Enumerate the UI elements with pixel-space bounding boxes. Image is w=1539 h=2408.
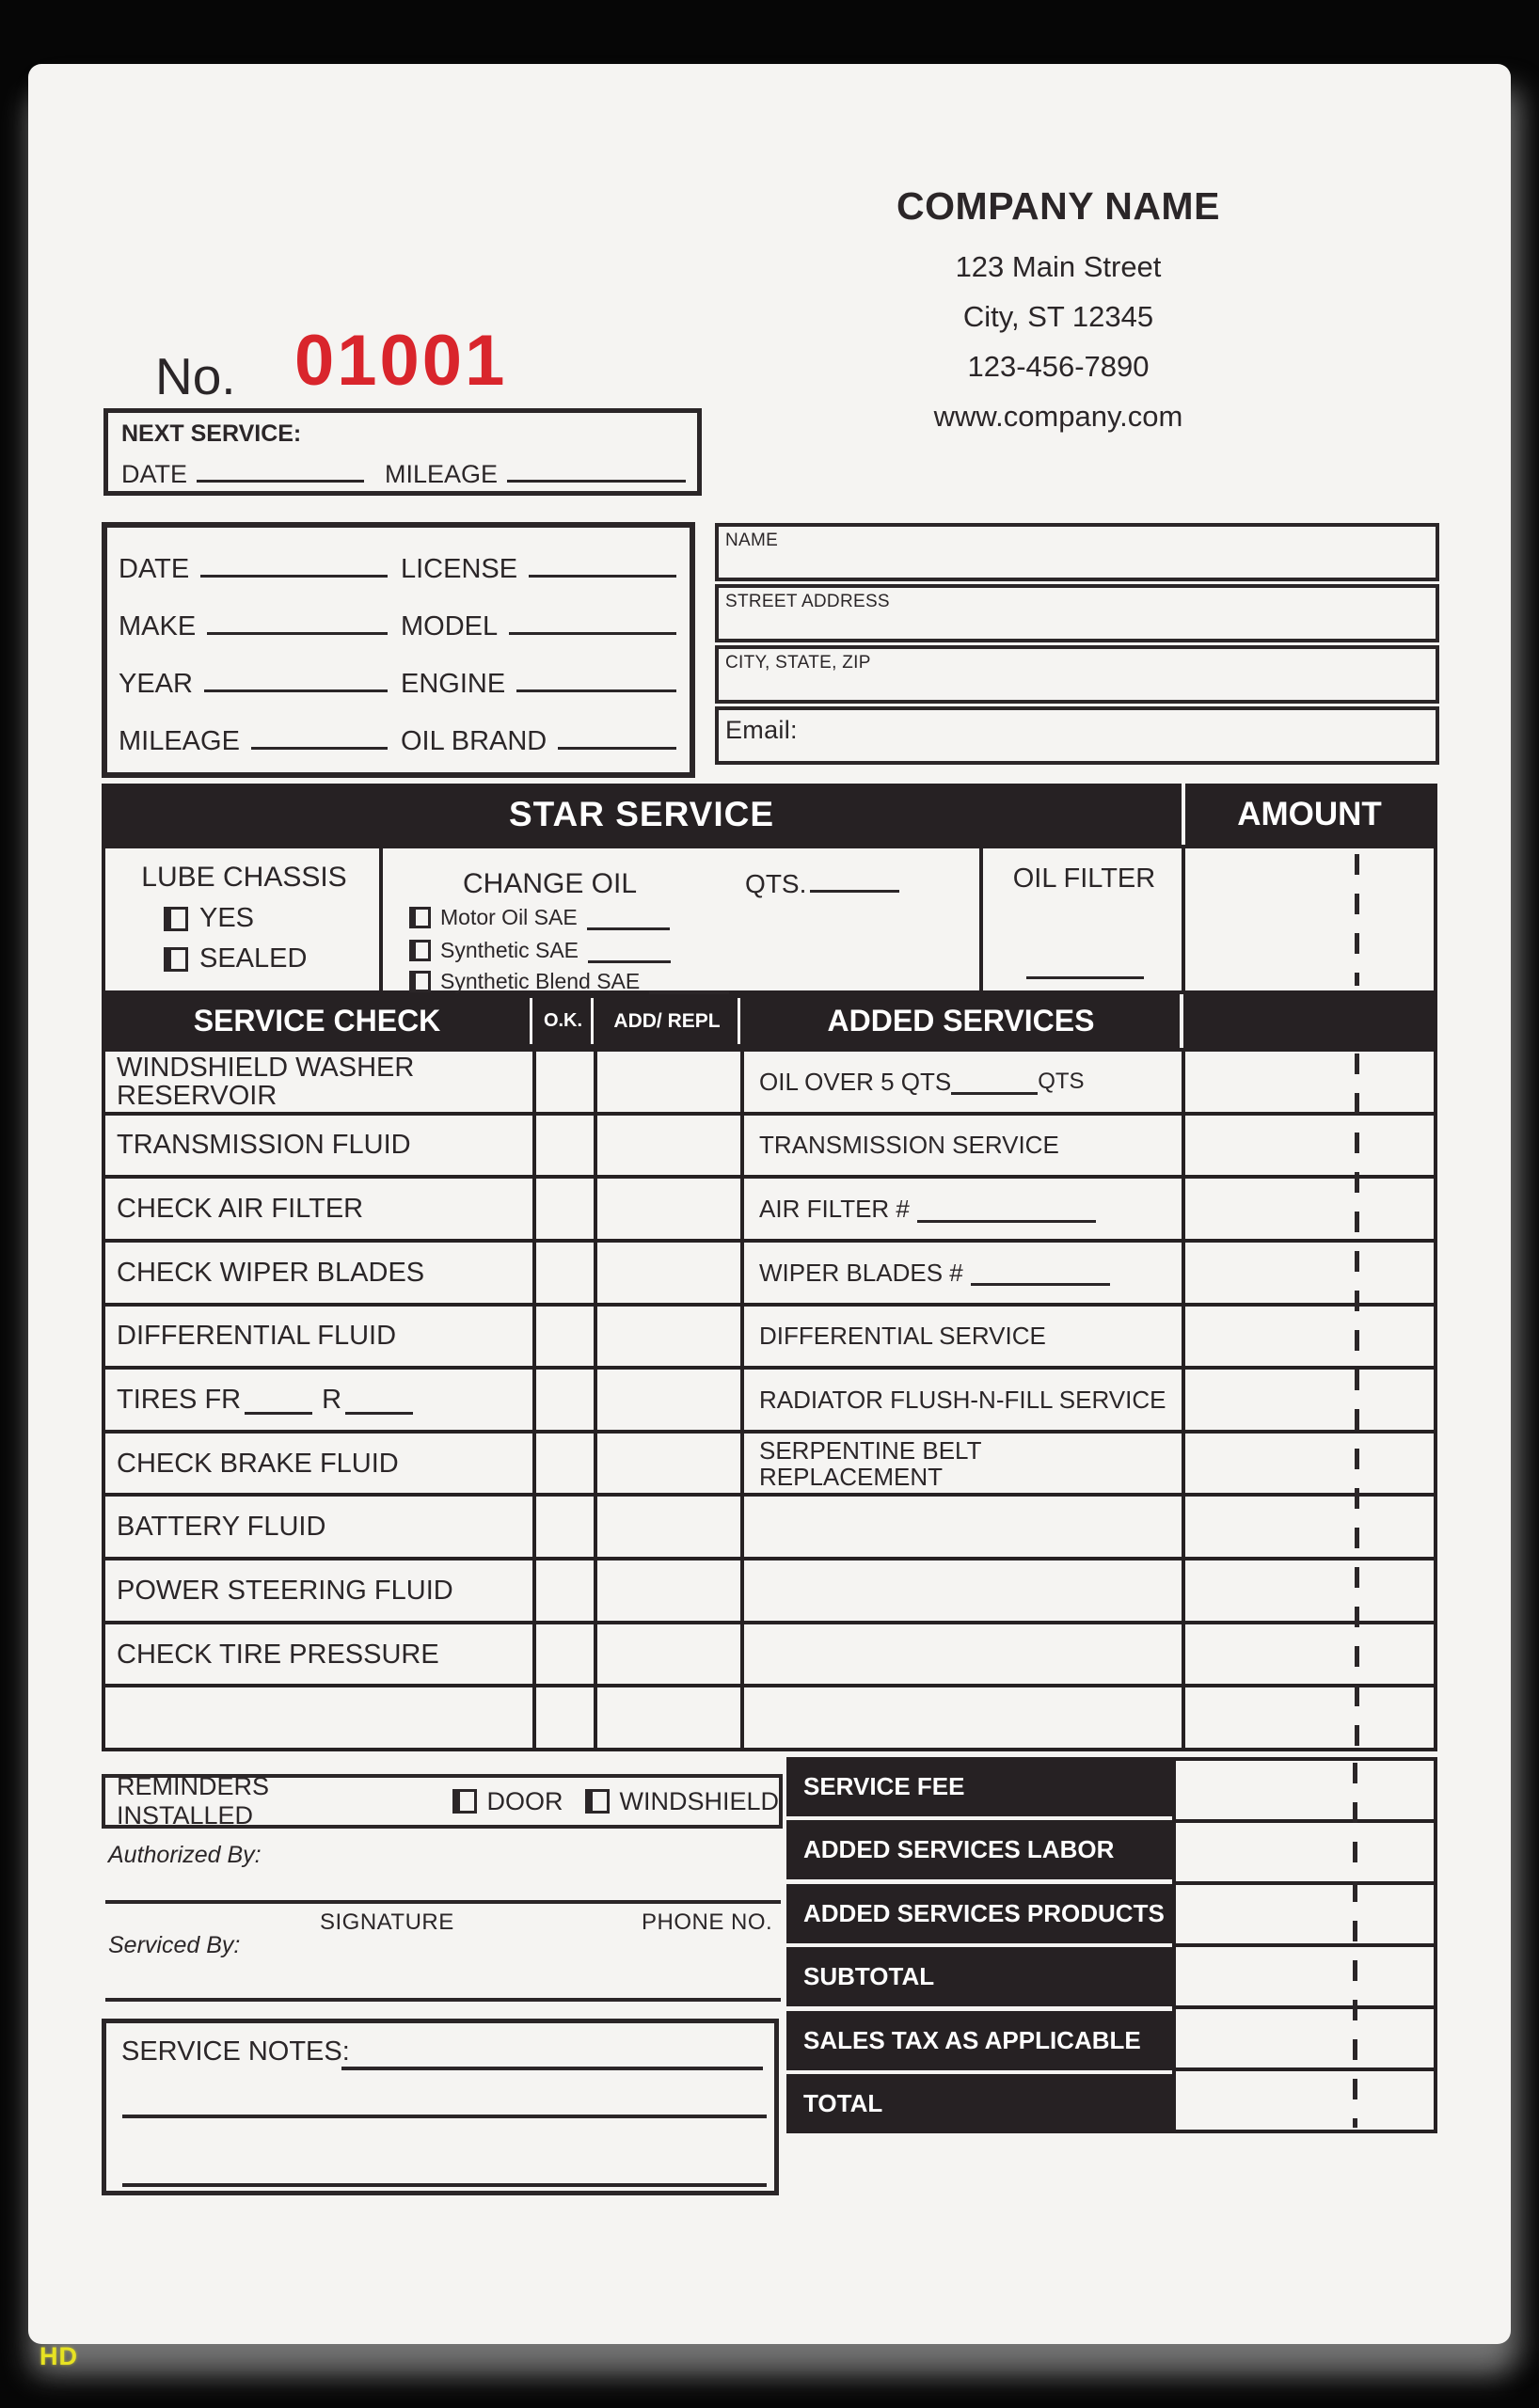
ok-column-title: O.K.	[543, 1010, 583, 1031]
next-service-date-blank[interactable]	[197, 454, 364, 483]
total-amount-cell[interactable]	[1176, 2071, 1434, 2130]
service-fee-amount-cell[interactable]	[1176, 1761, 1434, 1823]
tires-front-blank[interactable]	[245, 1385, 312, 1415]
customer-city-label: CITY, STATE, ZIP	[725, 653, 871, 673]
amount-cell[interactable]	[1185, 1370, 1434, 1430]
check-label: POWER STEERING FLUID	[117, 1575, 453, 1606]
check-label: CHECK TIRE PRESSURE	[117, 1639, 439, 1670]
table-row	[105, 1687, 1434, 1748]
subtotal-amount-cell[interactable]	[1176, 1947, 1434, 2009]
lube-yes-checkbox[interactable]	[164, 907, 188, 931]
authorized-by-label: Authorized By:	[108, 1842, 262, 1868]
added-services-labor-amount-cell[interactable]	[1176, 1823, 1434, 1885]
added-services-title: ADDED SERVICES	[827, 1004, 1095, 1038]
table-row	[105, 1116, 1434, 1180]
synthetic-blend-blank[interactable]	[649, 970, 729, 994]
service-check-rows	[102, 1048, 1437, 1751]
lube-chassis-title: LUBE CHASSIS	[141, 862, 347, 893]
service-check-title: SERVICE CHECK	[193, 1004, 441, 1038]
add-repl-cell[interactable]	[597, 1434, 744, 1494]
ok-cell[interactable]	[536, 1560, 597, 1621]
sales-tax-label: SALES TAX AS APPLICABLE	[786, 2011, 1172, 2070]
amount-cell[interactable]	[1185, 1243, 1434, 1303]
add-repl-cell[interactable]	[597, 1116, 744, 1176]
added-blank[interactable]	[971, 1259, 1110, 1286]
customer-street-label: STREET ADDRESS	[725, 592, 890, 611]
vehicle-date-blank[interactable]	[200, 547, 388, 578]
ok-cell[interactable]	[536, 1370, 597, 1430]
amount-cell[interactable]	[1185, 1434, 1434, 1494]
service-notes-line[interactable]	[122, 2115, 767, 2118]
ok-cell[interactable]	[536, 1434, 597, 1494]
qts-blank[interactable]	[810, 862, 899, 893]
star-service-header	[102, 784, 1437, 845]
star-service-body	[102, 845, 1437, 994]
check-label: CHECK BRAKE FLUID	[117, 1448, 399, 1479]
vehicle-year-blank[interactable]	[204, 662, 388, 692]
vehicle-make-label: MAKE	[119, 610, 197, 642]
added-label: TRANSMISSION SERVICE	[759, 1131, 1059, 1160]
added-suffix: QTS	[1038, 1068, 1085, 1094]
phone-no-label: PHONE NO.	[642, 1909, 773, 1935]
synthetic-blend-label: Synthetic Blend SAE	[440, 969, 641, 993]
totals-amount-column	[1172, 1757, 1437, 2133]
hd-watermark: HD	[40, 2342, 78, 2370]
added-blank[interactable]	[951, 1068, 1038, 1095]
service-notes-label: SERVICE NOTES:	[121, 2036, 350, 2067]
check-label: CHECK WIPER BLADES	[117, 1257, 425, 1288]
added-label: AIR FILTER #	[759, 1195, 910, 1224]
add-repl-cell[interactable]	[597, 1307, 744, 1367]
service-form-paper	[28, 64, 1511, 2344]
company-header	[776, 184, 1341, 441]
header-separator	[738, 998, 740, 1044]
service-fee-label: SERVICE FEE	[786, 1757, 1172, 1816]
add-repl-cell[interactable]	[597, 1560, 744, 1621]
table-row	[105, 1624, 1434, 1688]
company-city: City, ST 12345	[962, 300, 1154, 333]
customer-street-field[interactable]	[715, 584, 1439, 642]
tires-rear-blank[interactable]	[345, 1385, 413, 1415]
amount-cell[interactable]	[1185, 1052, 1434, 1112]
ok-cell[interactable]	[536, 1116, 597, 1176]
amount-cents-divider	[1355, 1054, 1359, 1746]
check-label: TRANSMISSION FLUID	[117, 1130, 411, 1161]
ok-cell[interactable]	[536, 1497, 597, 1557]
qts-label: QTS.	[745, 869, 807, 898]
add-repl-cell[interactable]	[597, 1243, 744, 1303]
door-checkbox[interactable]	[452, 1789, 477, 1814]
add-repl-cell[interactable]	[597, 1497, 744, 1557]
add-repl-cell[interactable]	[597, 1370, 744, 1430]
amount-cell[interactable]	[1185, 1307, 1434, 1367]
vehicle-row	[119, 547, 676, 585]
added-label: WIPER BLADES #	[759, 1258, 963, 1287]
oil-filter-cell	[983, 848, 1185, 990]
total-label: TOTAL	[786, 2074, 1172, 2133]
vehicle-engine-blank[interactable]	[516, 662, 676, 692]
amount-cell[interactable]	[1185, 1560, 1434, 1621]
customer-email-label: Email:	[725, 716, 798, 744]
customer-name-label: NAME	[725, 531, 779, 550]
change-oil-cell	[383, 848, 983, 993]
customer-email-field[interactable]	[715, 706, 1439, 765]
service-notes-box[interactable]	[102, 2019, 779, 2195]
check-label: DIFFERENTIAL FLUID	[117, 1321, 397, 1352]
totals-section	[786, 1757, 1172, 2133]
customer-name-field[interactable]	[715, 523, 1439, 581]
table-row	[105, 1243, 1434, 1307]
customer-city-field[interactable]	[715, 645, 1439, 704]
company-street: 123 Main Street	[955, 250, 1162, 283]
check-label-2: R	[322, 1385, 342, 1416]
add-repl-cell[interactable]	[597, 1052, 744, 1112]
lube-sealed-checkbox[interactable]	[164, 947, 188, 972]
company-name: COMPANY NAME	[896, 184, 1220, 228]
service-notes-line[interactable]	[341, 2067, 763, 2070]
amount-cell[interactable]	[1185, 1116, 1434, 1176]
amount-column-title: AMOUNT	[1237, 795, 1382, 832]
oil-filter-label: OIL FILTER	[1012, 863, 1156, 894]
windshield-label: WINDSHIELD	[619, 1786, 779, 1815]
added-services-labor-label: ADDED SERVICES LABOR	[786, 1820, 1172, 1879]
check-label: BATTERY FLUID	[117, 1512, 326, 1543]
check-label: TIRES FR	[117, 1385, 242, 1416]
company-phone: 123-456-7890	[967, 350, 1150, 383]
form-number-value: 01001	[294, 321, 508, 401]
star-service-title: STAR SERVICE	[508, 794, 775, 833]
added-blank[interactable]	[917, 1196, 1096, 1223]
serviced-by-label: Serviced By:	[108, 1932, 241, 1958]
amount-cents-divider	[1355, 854, 1359, 986]
table-row	[105, 1434, 1434, 1497]
synthetic-label: Synthetic SAE	[440, 938, 579, 962]
add-repl-column-title: ADD/ REPL	[613, 1009, 721, 1032]
added-services-products-label: ADDED SERVICES PRODUCTS	[786, 1884, 1172, 1943]
vehicle-license-blank[interactable]	[529, 547, 676, 578]
sales-tax-amount-cell[interactable]	[1176, 2009, 1434, 2071]
vehicle-model-label: MODEL	[401, 610, 499, 642]
windshield-checkbox[interactable]	[585, 1789, 610, 1814]
synthetic-blend-checkbox[interactable]	[409, 971, 431, 992]
subtotal-label: SUBTOTAL	[786, 1947, 1172, 2006]
added-label: SERPENTINE BELT REPLACEMENT	[759, 1435, 981, 1491]
form-number-label: No.	[155, 347, 236, 405]
change-oil-title: CHANGE OIL	[463, 868, 638, 899]
signature-label: SIGNATURE	[320, 1909, 454, 1935]
check-label: CHECK AIR FILTER	[117, 1194, 364, 1225]
ok-cell[interactable]	[536, 1052, 597, 1112]
table-row	[105, 1179, 1434, 1243]
ok-cell[interactable]	[536, 1179, 597, 1239]
authorized-signature-line[interactable]	[105, 1900, 781, 1904]
amount-cents-divider	[1353, 1763, 1357, 2128]
door-label: DOOR	[486, 1786, 563, 1815]
vehicle-row	[119, 662, 676, 700]
add-repl-cell[interactable]	[597, 1687, 744, 1748]
vehicle-model-blank[interactable]	[509, 605, 676, 635]
vehicle-mileage-label: MILEAGE	[119, 725, 240, 756]
lube-yes-label: YES	[199, 903, 255, 933]
vehicle-row	[119, 720, 676, 757]
amount-cell[interactable]	[1185, 1497, 1434, 1557]
vehicle-oilbrand-label: OIL BRAND	[401, 725, 547, 756]
lube-chassis-cell	[105, 848, 383, 990]
added-services-products-amount-cell[interactable]	[1176, 1885, 1434, 1947]
check-label: WINDSHIELD WASHER RESERVOIR	[117, 1052, 415, 1111]
service-notes-line[interactable]	[122, 2183, 767, 2187]
ok-cell[interactable]	[536, 1307, 597, 1367]
table-row	[105, 1370, 1434, 1434]
vehicle-engine-label: ENGINE	[401, 668, 506, 699]
ok-cell[interactable]	[536, 1687, 597, 1748]
amount-cell[interactable]	[1185, 1687, 1434, 1748]
oil-filter-blank[interactable]	[1026, 976, 1144, 979]
vehicle-date-label: DATE	[119, 553, 190, 584]
vehicle-license-label: LICENSE	[401, 553, 518, 584]
reminders-installed-label: REMINDERS INSTALLED	[117, 1772, 270, 1830]
table-row	[105, 1560, 1434, 1624]
table-row	[105, 1497, 1434, 1560]
lube-sealed-label: SEALED	[199, 943, 308, 974]
serviced-signature-line[interactable]	[105, 1998, 781, 2002]
company-website: www.company.com	[933, 400, 1183, 433]
motor-oil-checkbox[interactable]	[409, 907, 431, 928]
header-separator	[591, 998, 594, 1044]
vehicle-info-box	[102, 522, 695, 778]
next-service-mileage-label: MILEAGE	[385, 460, 499, 488]
added-label: DIFFERENTIAL SERVICE	[759, 1322, 1046, 1351]
amount-cell[interactable]	[1185, 1179, 1434, 1239]
table-row	[105, 1307, 1434, 1370]
added-label: OIL OVER 5 QTS	[759, 1067, 952, 1096]
header-separator	[1180, 994, 1183, 1048]
header-separator	[530, 998, 532, 1044]
service-table	[102, 784, 1437, 1751]
next-service-title: NEXT SERVICE:	[121, 420, 302, 447]
added-label: RADIATOR FLUSH-N-FILL SERVICE	[759, 1386, 1166, 1415]
add-repl-cell[interactable]	[597, 1624, 744, 1685]
add-repl-cell[interactable]	[597, 1179, 744, 1239]
motor-oil-label: Motor Oil SAE	[440, 905, 578, 929]
motor-oil-blank[interactable]	[587, 906, 670, 930]
amount-cell[interactable]	[1185, 1624, 1434, 1685]
synthetic-checkbox[interactable]	[409, 940, 431, 961]
vehicle-oilbrand-blank[interactable]	[558, 720, 676, 750]
reminders-installed-box	[102, 1774, 783, 1829]
next-service-mileage-blank[interactable]	[507, 454, 686, 483]
synthetic-blank[interactable]	[588, 939, 671, 963]
ok-cell[interactable]	[536, 1243, 597, 1303]
vehicle-mileage-blank[interactable]	[251, 720, 388, 750]
next-service-date-label: DATE	[121, 460, 188, 488]
service-check-header	[102, 994, 1437, 1048]
vehicle-row	[119, 605, 676, 642]
vehicle-year-label: YEAR	[119, 668, 193, 699]
next-service-box	[103, 408, 702, 496]
vehicle-make-blank[interactable]	[207, 605, 388, 635]
ok-cell[interactable]	[536, 1624, 597, 1685]
table-row	[105, 1052, 1434, 1116]
